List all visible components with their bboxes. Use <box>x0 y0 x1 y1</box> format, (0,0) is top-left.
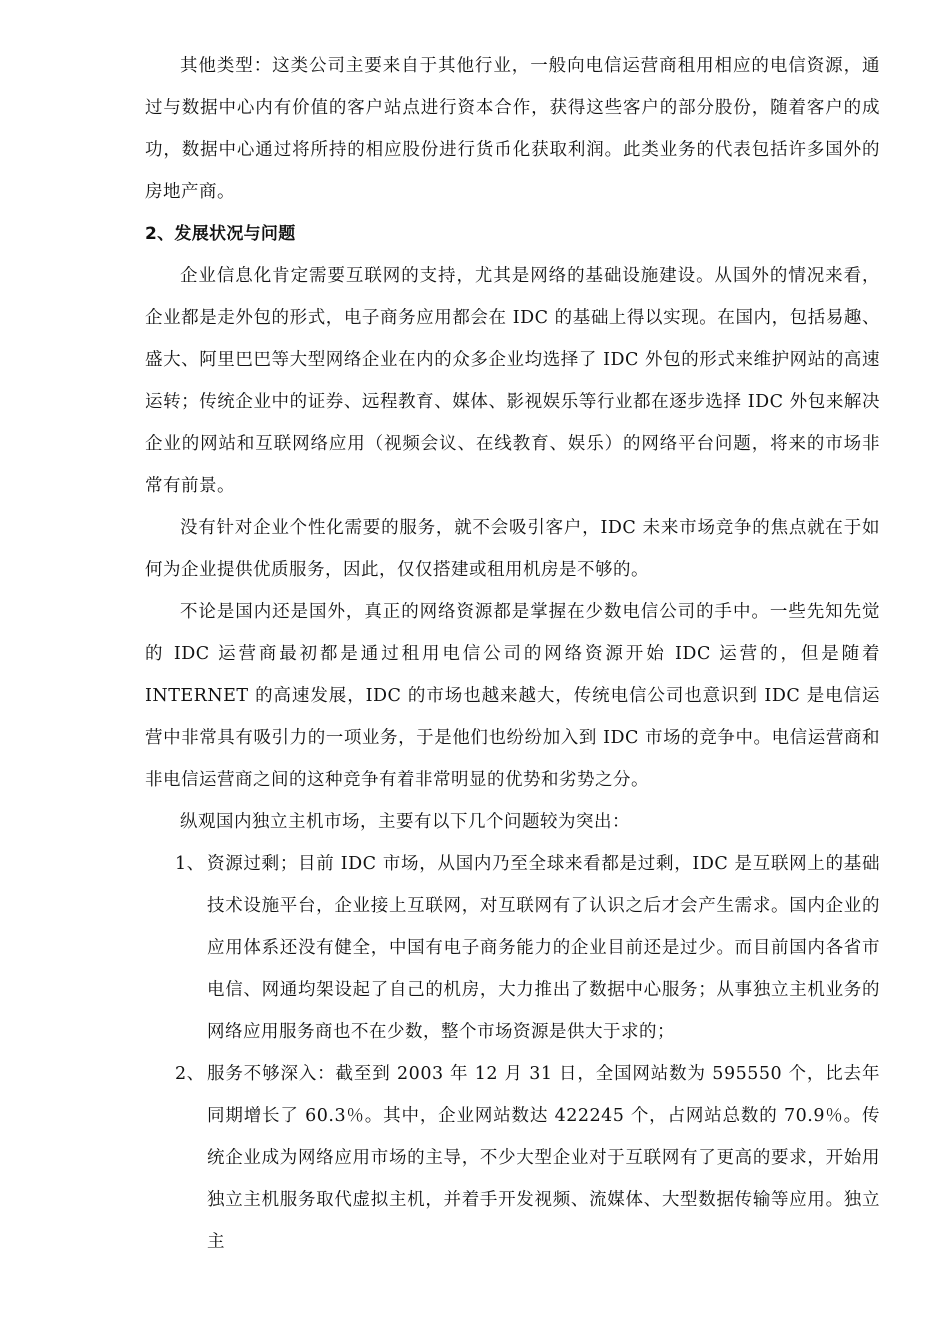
document-body <box>145 45 880 1263</box>
paragraph-personalized-service: 没有针对企业个性化需要的服务，就不会吸引客户，IDC 未来市场竞争的焦点就在于如何为企业提供优质服务，因此，仅仅搭建或租用机房是不够的。 <box>145 518 880 580</box>
list-item <box>145 843 880 1053</box>
paragraph-other-types: 其他类型：这类公司主要来自于其他行业，一般向电信运营商租用相应的电信资源，通过与数据中心内有价值的客户站点进行资本合作，获得这些客户的部分股份，随着客户的成功，数据中心通过将所持的相应股份进行货币化获取利润。此类业务的代表包括许多国外的房地产商。 <box>145 56 880 202</box>
problem-list <box>145 843 880 1263</box>
paragraph-network-resources: 不论是国内还是国外，真正的网络资源都是掌握在少数电信公司的手中。一些先知先觉的 IDC 运营商最初都是通过租用电信公司的网络资源开始 IDC 运营的，但是随着 INTERNET 的高速发展，IDC 的市场也越来越大，传统电信公司也意识到 IDC 是电信运营中非常具有吸引力的一项业务，于是他们也纷纷加入到 IDC 市场的竞争中。电信运营商和非电信运营商之间的这种竞争有着非常明显的优势和劣势之分。 <box>145 602 880 790</box>
paragraph-market-problems-intro: 纵观国内独立主机市场，主要有以下几个问题较为突出： <box>180 812 630 832</box>
list-item <box>145 1053 880 1263</box>
paragraph-enterprise-informatization: 企业信息化肯定需要互联网的支持，尤其是网络的基础设施建设。从国外的情况来看，企业都是走外包的形式，电子商务应用都会在 IDC 的基础上得以实现。在国内，包括易趣、盛大、阿里巴巴等大型网络企业在内的众多企业均选择了 IDC 外包的形式来维护网站的高速运转；传统企业中的证券、远程教育、媒体、影视娱乐等行业都在逐步选择 IDC 外包来解决企业的网站和互联网络应用（视频会议、在线教育、娱乐）的网络平台问题，将来的市场非常有前景。 <box>145 266 880 496</box>
list-item-number: 2、 <box>175 1064 205 1084</box>
list-item-text: 服务不够深入：截至到 2003 年 12 月 31 日，全国网站数为 595550 个，比去年同期增长了 60.3％。其中，企业网站数达 422245 个，占网站总数的 70.9％。传统企业成为网络应用市场的主导，不少大型企业对于互联网有了更高的要求，开始用独立主机服务取代虚拟主机，并着手开发视频、流媒体、大型数据传输等应用。独立主 <box>207 1064 880 1252</box>
list-item-number: 1、 <box>175 854 205 874</box>
list-item-text: 资源过剩；目前 IDC 市场，从国内乃至全球来看都是过剩，IDC 是互联网上的基础技术设施平台，企业接上互联网，对互联网有了认识之后才会产生需求。国内企业的应用体系还没有健全，中国有电子商务能力的企业目前还是过少。而目前国内各省市电信、网通均架设起了自己的机房，大力推出了数据中心服务；从事独立主机业务的网络应用服务商也不在少数，整个市场资源是供大于求的； <box>207 854 880 1042</box>
section-heading: 2、发展状况与问题 <box>145 224 296 244</box>
